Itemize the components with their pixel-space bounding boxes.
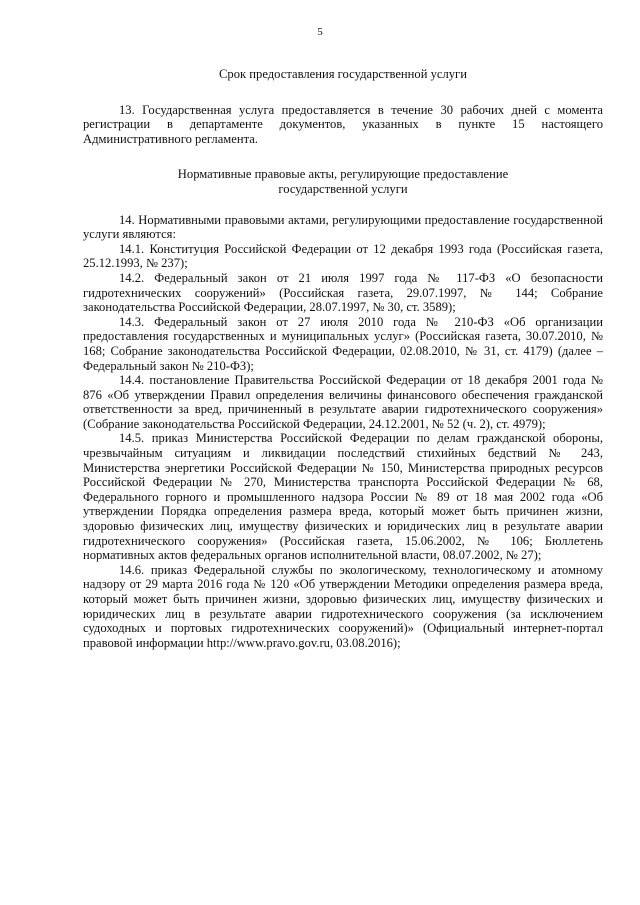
section-heading-service-term: Срок предоставления государственной услуги [219,67,467,81]
section-heading-line-2: государственной услуги [278,181,408,196]
paragraph-14-6: 14.6. приказ Федеральной службы по экологическому, технологическому и атомному надзору от 29 марта 2016 года № 120 «Об утверждении Методики определения размера вреда, который может быть причинен жизни, здоровью физических лиц, имуществу физических и юридических лиц в результате аварии гидротехнического сооружения (за исключением судоходных и портовых гидротехнических сооружений)» (Официальный интернет-портал правовой информации http://www.pravo.gov.ru, 03.08.2016); [83,562,603,650]
paragraph-14-3: 14.3. Федеральный закон от 27 июля 2010 года № 210-ФЗ «Об организации предоставления государственных и муниципальных услуг» (Российская газета, 30.07.2010, № 168; Собрание законодательства Российской Федерации, 02.08.2010, № 31, ст. 4179) (далее – Федеральный закон № 210-ФЗ); [83,314,603,373]
paragraph-14-1: 14.1. Конституция Российской Федерации от 12 декабря 1993 года (Российская газета, 25.12.1993, № 237); [83,241,603,271]
paragraph-14-5: 14.5. приказ Министерства Российской Федерации по делам гражданской обороны, чрезвычайным ситуациям и ликвидации последствий стихийных бедствий № 243, Министерства энергетики Российской Федерации № 150, Министерства природных ресурсов Российской Федерации № 270, Министерства транспорта Российской Федерации № 68, Федерального горного и промышленного надзора России № 89 от 18 мая 2002 года «Об утверждении Порядка определения размера вреда, который может быть причинен жизни, здоровью физических лиц, имуществу физических и юридических лиц в результате аварии гидротехнического сооружения» (Российская газета, 15.06.2002, № 106; Бюллетень нормативных актов федеральных органов исполнительной власти, 08.07.2002, № 27); [83,431,603,563]
paragraph-14: 14. Нормативными правовыми актами, регулирующими предоставление государственной услуги являются: [83,212,603,242]
section-heading-line-1: Нормативные правовые акты, регулирующие предоставление [177,167,509,182]
paragraph-14-2: 14.2. Федеральный закон от 21 июля 1997 года № 117-ФЗ «О безопасности гидротехнических сооружений» (Российская газета, 29.07.1997, № 144; Собрание законодательства Российской Федерации, 28.07.1997, № 30, ст. 3589); [83,270,603,315]
document-body [83,62,603,650]
section-heading-legal-acts [83,167,603,196]
page-number: 5 [317,26,323,38]
paragraph-13: 13. Государственная услуга предоставляется в течение 30 рабочих дней с момента регистрации в департаменте документов, указанных в пункте 15 настоящего Административного регламента. [83,102,603,146]
paragraph-14-4: 14.4. постановление Правительства Российской Федерации от 18 декабря 2001 года № 876 «Об утверждении Правил определения величины финансового обеспечения гражданской ответственности за вред, причиненный в результате аварии гидротехнического сооружения» (Собрание законодательства Российской Федерации, 24.12.2001, № 52 (ч. 2), ст. 4979); [83,373,603,431]
